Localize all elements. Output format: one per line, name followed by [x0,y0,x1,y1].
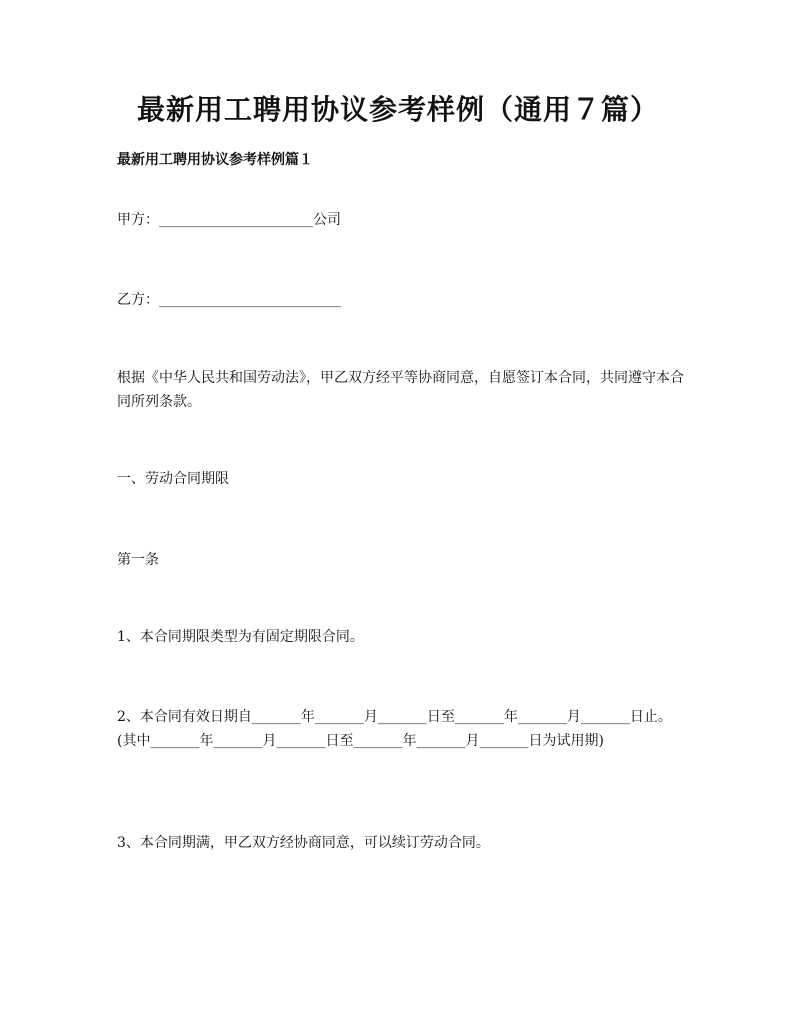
document-title: 最新用工聘用协议参考样例（通用７篇） [136,93,659,126]
section-heading-term: 一、劳动合同期限 [117,471,229,487]
party-a-line: 甲方：______________________公司 [117,212,341,228]
document-subtitle: 最新用工聘用协议参考样例篇１ [117,152,313,168]
party-b-line: 乙方：__________________________ [117,292,341,308]
basis-paragraph: 根据《中华人民共和国劳动法》，甲乙双方经平等协商同意，自愿签订本合同，共同遵守本合同所列条款。 [117,370,684,410]
article-1-heading: 第一条 [117,552,159,568]
clause-item-1: 1、本合同期限类型为有固定期限合同。 [117,629,364,645]
clause-item-2: 2、本合同有效日期自_______年_______月_______日至_______年_______月_______日止。(其中_______年_______月_______日至_______年_______月_______日为试用期) [117,709,672,749]
clause-item-3: 3、本合同期满，甲乙双方经协商同意，可以续订劳动合同。 [117,835,490,851]
